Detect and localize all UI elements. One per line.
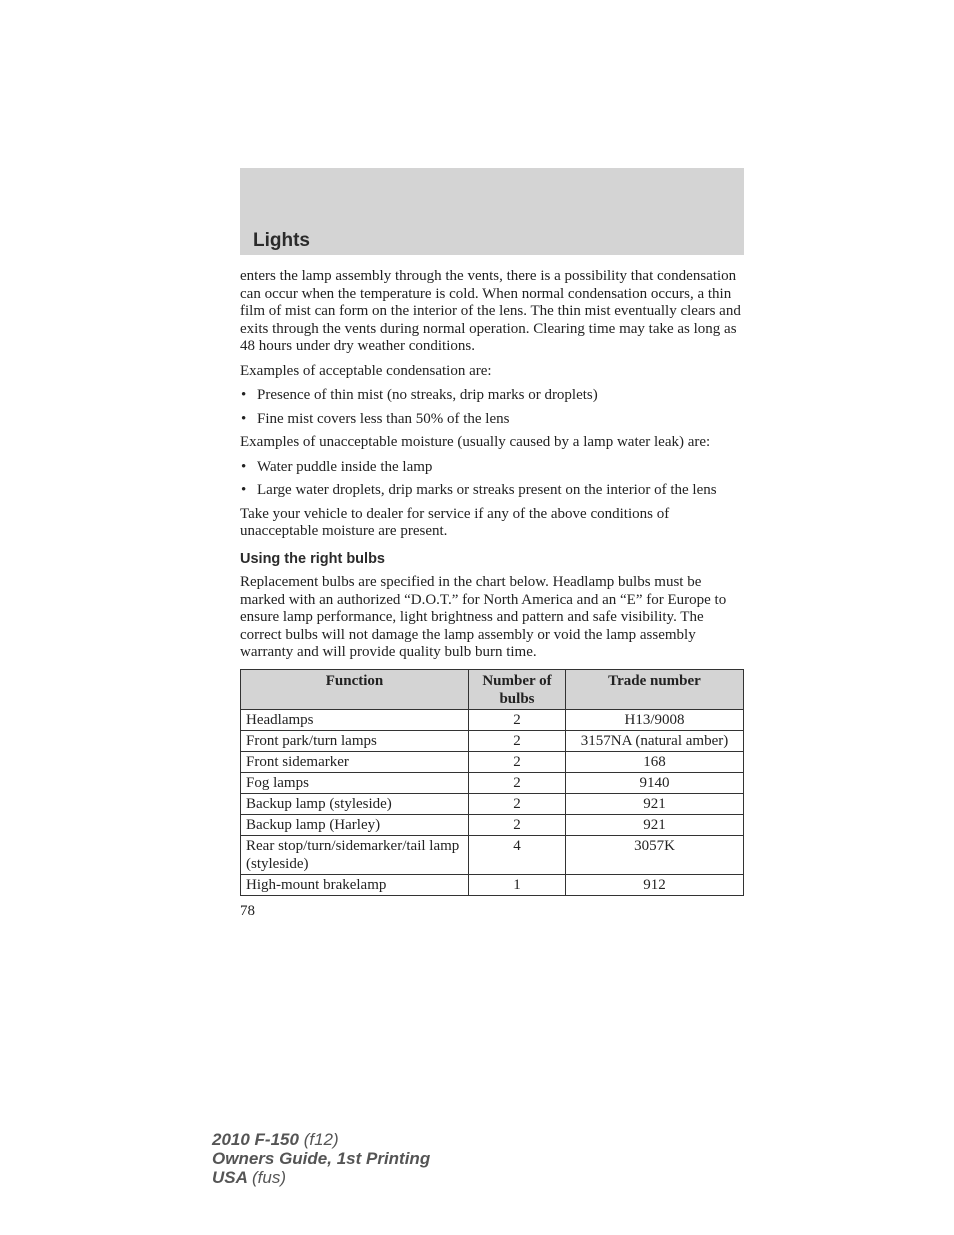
table-row xyxy=(241,874,744,895)
cell-count: 2 xyxy=(469,730,566,751)
cell-function: Rear stop/turn/sidemarker/tail lamp (styleside) xyxy=(241,835,469,874)
page-content xyxy=(240,268,744,920)
cell-count: 4 xyxy=(469,835,566,874)
table-row xyxy=(241,793,744,814)
section-header-title: Lights xyxy=(253,230,310,251)
section-body: Replacement bulbs are specified in the chart below. Headlamp bulbs must be marked with an authorized “D.O.T.” for North America and an “E” for Europe to ensure lamp performance, light brightness and pattern and safe visibility. The correct bulbs will not damage the lamp assembly or void the lamp assembly warranty and will provide quality bulb burn time. xyxy=(240,574,727,660)
footer-line-model xyxy=(212,1130,430,1149)
cell-count: 2 xyxy=(469,793,566,814)
cell-function: Front sidemarker xyxy=(241,751,469,772)
document-footer xyxy=(212,1130,430,1187)
table-row xyxy=(241,751,744,772)
table-row xyxy=(241,709,744,730)
list-item: • Water puddle inside the lamp xyxy=(240,459,744,477)
list-item: • Presence of thin mist (no streaks, drip marks or droplets) xyxy=(240,387,744,405)
table-row xyxy=(241,835,744,874)
cell-count: 1 xyxy=(469,874,566,895)
cell-function: Fog lamps xyxy=(241,772,469,793)
header-trade-number: Trade number xyxy=(566,669,744,709)
cell-trade: 921 xyxy=(566,814,744,835)
service-note: Take your vehicle to dealer for service if any of the above conditions of unacceptable moisture are present. xyxy=(240,505,670,539)
list-item: • Large water droplets, drip marks or streaks present on the interior of the lens xyxy=(240,482,744,500)
cell-function: Backup lamp (styleside) xyxy=(241,793,469,814)
section-header-band xyxy=(240,168,744,255)
footer-market-code: (fus) xyxy=(252,1168,286,1187)
footer-market: USA xyxy=(212,1168,248,1187)
table-row xyxy=(241,814,744,835)
footer-model: 2010 F-150 xyxy=(212,1130,299,1149)
cell-trade: 168 xyxy=(566,751,744,772)
table-header-row xyxy=(241,669,744,709)
bulb-table xyxy=(240,669,744,896)
intro-paragraph: enters the lamp assembly through the vents, there is a possibility that condensation can occur when the temperature is cold. When normal condensation occurs, a thin film of mist can form on the interior of the lens. The thin mist eventually clears and exits through the vents during normal operation. Clearing time may take as long as 48 hours under dry weather conditions. xyxy=(240,268,741,354)
unacceptable-list xyxy=(240,459,744,500)
cell-count: 2 xyxy=(469,814,566,835)
table-row xyxy=(241,772,744,793)
list-item: • Fine mist covers less than 50% of the lens xyxy=(240,411,744,429)
footer-line-edition: Owners Guide, 1st Printing xyxy=(212,1149,431,1168)
page-number: 78 xyxy=(240,902,255,919)
cell-trade: 912 xyxy=(566,874,744,895)
cell-trade: 9140 xyxy=(566,772,744,793)
acceptable-lead: Examples of acceptable condensation are: xyxy=(240,362,492,379)
cell-function: Backup lamp (Harley) xyxy=(241,814,469,835)
cell-count: 2 xyxy=(469,772,566,793)
cell-trade: 3157NA (natural amber) xyxy=(566,730,744,751)
section-heading: Using the right bulbs xyxy=(240,550,385,567)
cell-trade: 921 xyxy=(566,793,744,814)
acceptable-list xyxy=(240,387,744,428)
cell-count: 2 xyxy=(469,709,566,730)
cell-function: Front park/turn lamps xyxy=(241,730,469,751)
unacceptable-lead: Examples of unacceptable moisture (usually caused by a lamp water leak) are: xyxy=(240,434,711,450)
cell-function: High-mount brakelamp xyxy=(241,874,469,895)
table-row xyxy=(241,730,744,751)
footer-model-code: (f12) xyxy=(303,1130,339,1149)
header-function: Function xyxy=(241,669,469,709)
cell-function: Headlamps xyxy=(241,709,469,730)
footer-line-market xyxy=(212,1168,430,1187)
cell-trade: H13/9008 xyxy=(566,709,744,730)
cell-trade: 3057K xyxy=(566,835,744,874)
header-number-of-bulbs: Number of bulbs xyxy=(469,669,566,709)
cell-count: 2 xyxy=(469,751,566,772)
